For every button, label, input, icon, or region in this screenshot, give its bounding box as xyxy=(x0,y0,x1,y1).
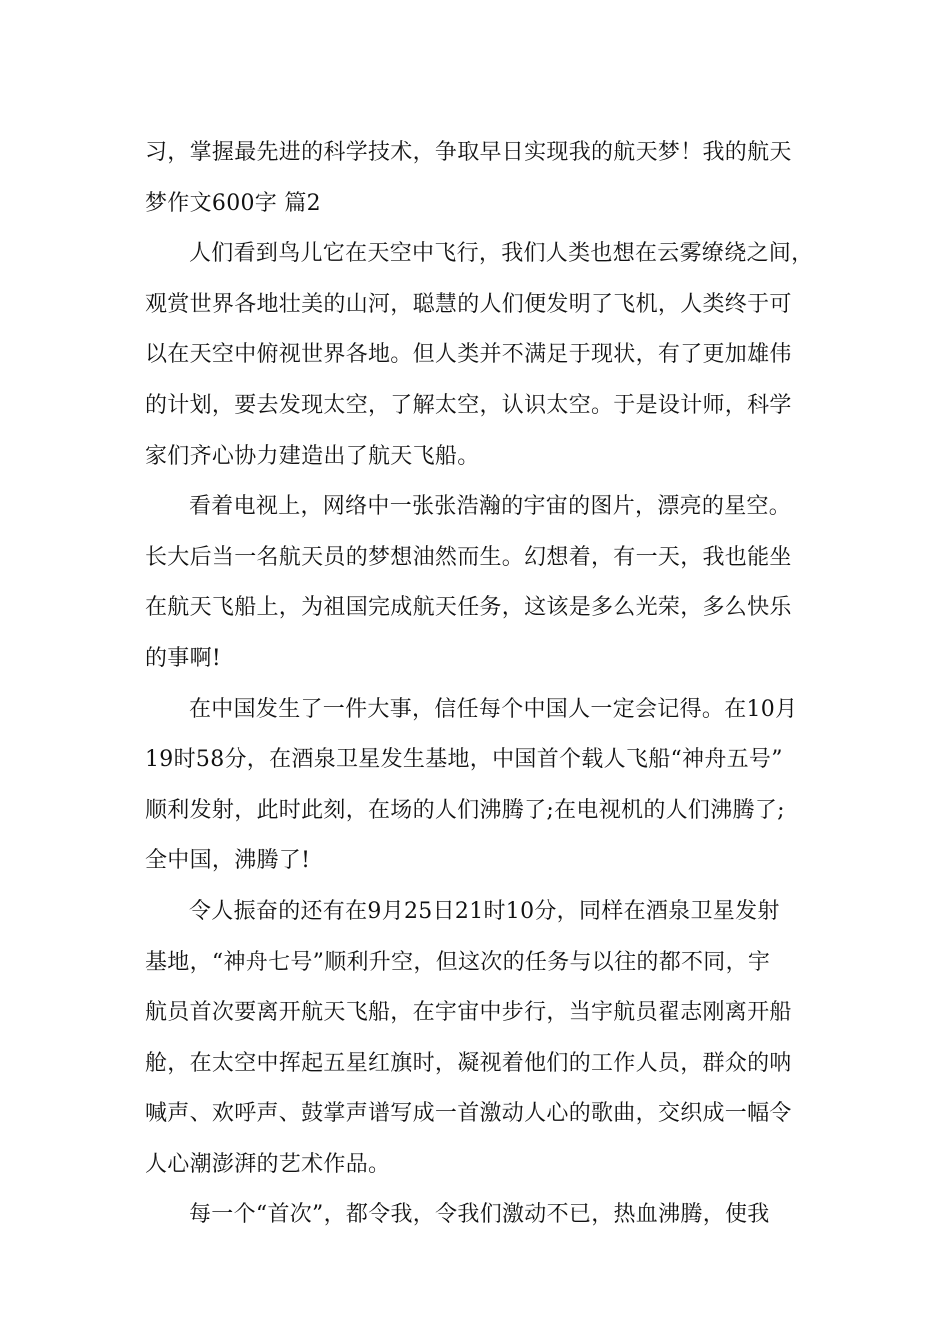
text-line: 长大后当一名航天员的梦想油然而生。幻想着，有一天，我也能坐 xyxy=(145,544,792,570)
essay-text-block xyxy=(145,128,835,1241)
text-line: 以在天空中俯视世界各地。但人类并不满足于现状，有了更加雄伟 xyxy=(145,342,792,368)
paragraph-start-line: 看着电视上，网络中一张张浩瀚的宇宙的图片，漂亮的星空。 xyxy=(189,494,792,520)
text-line: 观赏世界各地壮美的山河，聪慧的人们便发明了飞机，人类终于可 xyxy=(145,291,792,317)
text-line: 舱，在太空中挥起五星红旗时，凝视着他们的工作人员，群众的呐 xyxy=(145,1050,792,1076)
text-line: 顺利发射，此时此刻，在场的人们沸腾了;在电视机的人们沸腾了; xyxy=(145,797,785,823)
text-line: 基地，“神舟七号”顺利升空，但这次的任务与以往的都不同，宇 xyxy=(145,949,771,975)
text-line: 19时58分，在酒泉卫星发生基地，中国首个载人飞船“神舟五号” xyxy=(145,747,783,773)
text-line: 习，掌握最先进的科学技术，争取早日实现我的航天梦！我的航天 xyxy=(145,140,792,165)
text-line: 喊声、欢呼声、鼓掌声谱写成一首激动人心的歌曲，交织成一幅令 xyxy=(145,1101,792,1127)
text-line: 全中国，沸腾了! xyxy=(145,848,311,874)
text-line: 航员首次要离开航天飞船，在宇宙中步行，当宇航员翟志刚离开船 xyxy=(145,1000,792,1026)
paragraph-start-line: 人们看到鸟儿它在天空中飞行，我们人类也想在云雾缭绕之间， xyxy=(189,241,814,267)
text-line: 的计划，要去发现太空，了解太空，认识太空。于是设计师，科学 xyxy=(145,392,792,418)
text-line: 的事啊! xyxy=(145,645,222,671)
text-line: 在航天飞船上，为祖国完成航天任务，这该是多么光荣，多么快乐 xyxy=(145,595,792,621)
paragraph-start-line: 在中国发生了一件大事，信任每个中国人一定会记得。在10月 xyxy=(189,696,798,722)
paragraph-start-line: 令人振奋的还有在9月25日21时10分，同样在酒泉卫星发射 xyxy=(189,898,780,924)
paragraph-start-line: 每一个“首次”，都令我，令我们激动不已，热血沸腾，使我 xyxy=(189,1202,770,1228)
text-line: 人心潮澎湃的艺术作品。 xyxy=(145,1151,391,1177)
section-heading-line: 梦作文600字 篇2 xyxy=(145,190,321,216)
text-line: 家们齐心协力建造出了航天飞船。 xyxy=(145,443,480,469)
